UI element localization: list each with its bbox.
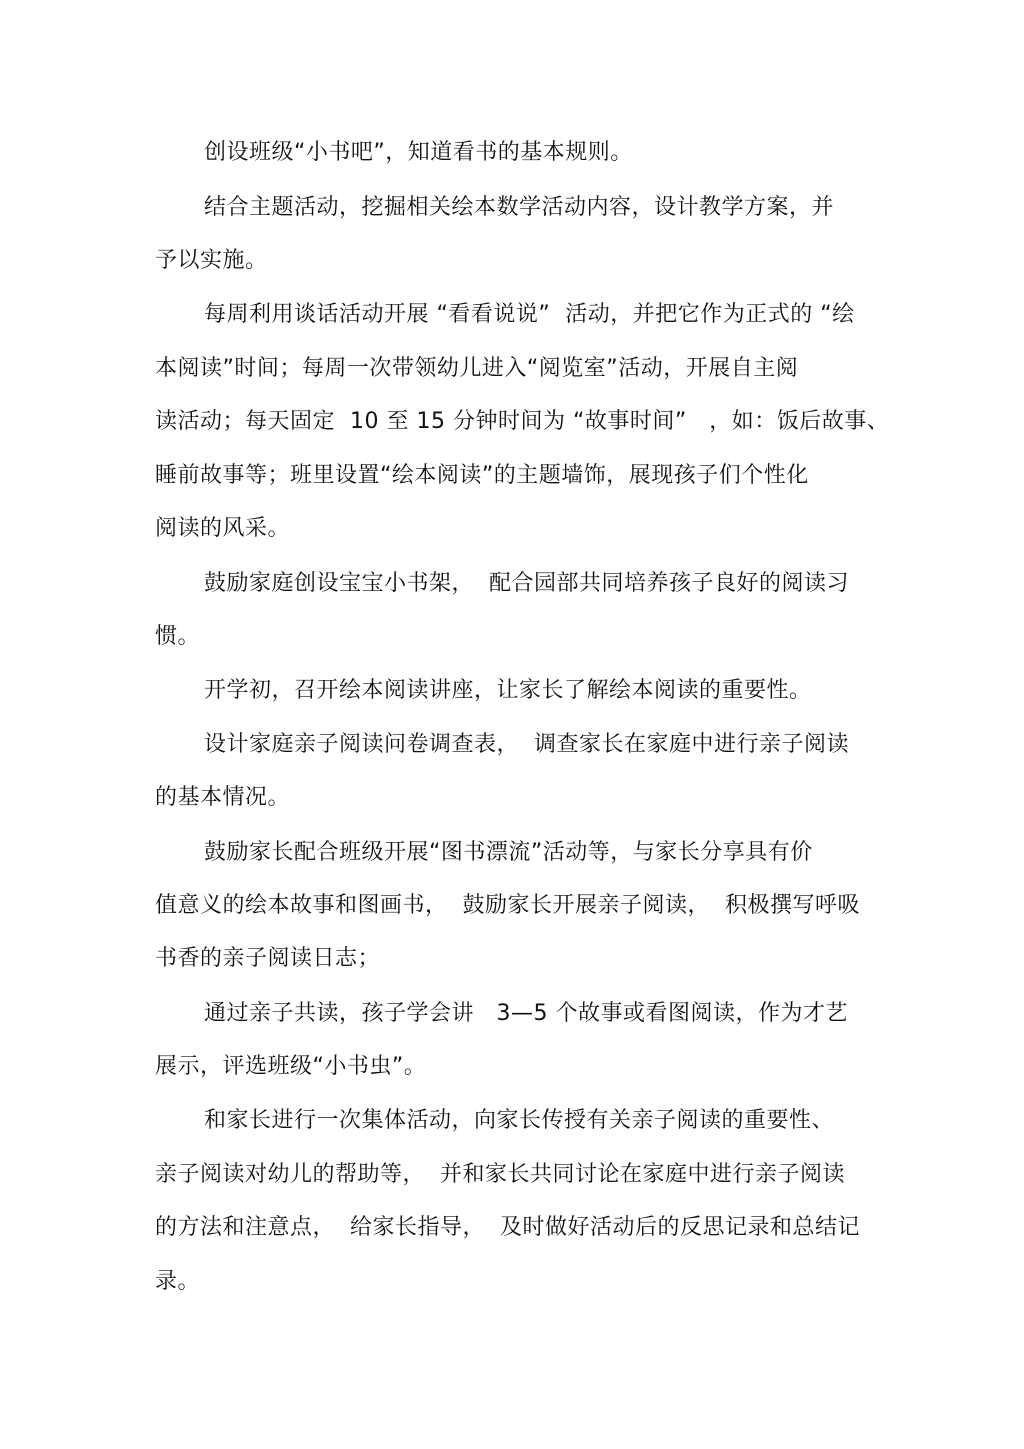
paragraph-line: 开学初，召开绘本阅读讲座，让家长了解绘本阅读的重要性。 [204,678,812,703]
paragraph-line: 结合主题活动，挖掘相关绘本数学活动内容，设计教学方案，并 [204,195,835,220]
paragraph-line: 和家长进行一次集体活动，向家长传授有关亲子阅读的重要性、 [204,1108,835,1133]
paragraph-line: 惯。 [155,624,201,649]
paragraph-line: 本阅读”时间；每周一次带领幼儿进入“阅览室”活动，开展自主阅 [155,356,799,381]
paragraph-line: 阅读的风采。 [155,516,291,541]
paragraph-line: 值意义的绘本故事和图画书， 鼓励家长开展亲子阅读， 积极撰写呼吸 [155,893,860,918]
paragraph-line: 设计家庭亲子阅读问卷调查表， 调查家长在家庭中进行亲子阅读 [204,732,849,757]
paragraph-line: 亲子阅读对幼儿的帮助等， 并和家长共同讨论在家庭中进行亲子阅读 [155,1162,845,1187]
paragraph-line: 通过亲子共读，孩子学会讲 3—5 个故事或看图阅读，作为才艺 [204,1001,848,1026]
paragraph-line: 读活动；每天固定 10 至 15 分钟时间为 “故事时间” ，如：饭后故事、 [155,409,890,434]
paragraph-line: 展示，评选班级“小书虫”。 [155,1054,427,1079]
paragraph-line: 睡前故事等；班里设置“绘本阅读”的主题墙饰，展现孩子们个性化 [155,463,809,488]
paragraph-line: 书香的亲子阅读日志； [155,946,381,971]
paragraph-line: 创设班级“小书吧”，知道看书的基本规则。 [204,140,633,165]
paragraph-line: 鼓励家长配合班级开展“图书漂流”活动等，与家长分享具有价 [204,840,813,865]
paragraph-line: 的方法和注意点， 给家长指导， 及时做好活动后的反思记录和总结记 [155,1215,860,1240]
paragraph-line: 鼓励家庭创设宝宝小书架， 配合园部共同培养孩子良好的阅读习 [204,571,849,596]
paragraph-line: 每周利用谈话活动开展 “看看说说” 活动，并把它作为正式的 “绘 [204,302,855,327]
paragraph-line: 的基本情况。 [155,785,291,810]
paragraph-line: 录。 [155,1269,201,1294]
paragraph-line: 予以实施。 [155,248,268,273]
